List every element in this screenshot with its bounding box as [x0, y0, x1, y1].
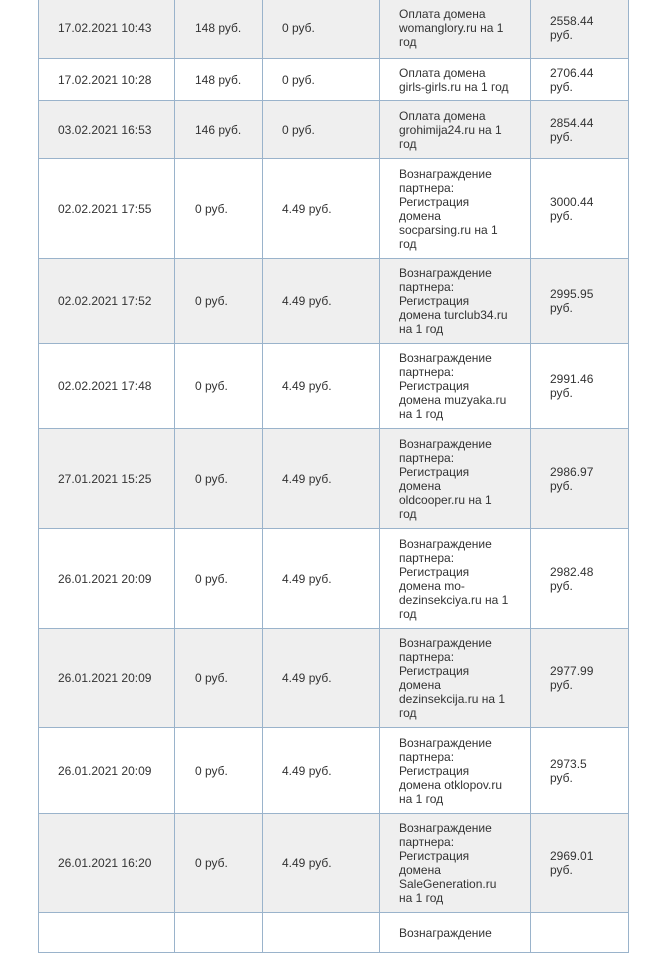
- description-line: Вознаграждение: [399, 436, 492, 451]
- balance-line: руб.: [550, 79, 573, 94]
- description-line: год: [399, 236, 417, 251]
- transaction-credit: 4.49 руб.: [263, 728, 380, 814]
- balance-line: 2969.01: [550, 849, 594, 863]
- table-row: [39, 814, 629, 913]
- description-line: год: [399, 34, 417, 49]
- balance-line: 2706.44: [550, 65, 594, 80]
- description-line: Вознаграждение: [399, 266, 492, 280]
- description-line: на 1 год: [399, 407, 444, 421]
- description-line: Регистрация: [399, 849, 470, 863]
- description-line: Регистрация: [399, 194, 470, 209]
- transaction-balance: [531, 344, 629, 429]
- description-line: oldcooper.ru на 1: [399, 492, 492, 507]
- transaction-description: [380, 344, 531, 429]
- description-line: Вознаграждение: [399, 351, 492, 365]
- description-line: партнера:: [399, 450, 455, 465]
- transaction-credit: 0 руб.: [263, 101, 380, 159]
- transaction-debit: 0 руб.: [175, 429, 263, 529]
- transaction-description: [380, 259, 531, 344]
- description-line: Вознаграждение: [399, 925, 492, 940]
- description-line: год: [399, 136, 417, 151]
- description-line: домена: [399, 208, 441, 223]
- transaction-description: [380, 159, 531, 259]
- description-line: год: [399, 506, 417, 521]
- description-line: партнера:: [399, 650, 455, 664]
- transaction-description: [380, 0, 531, 59]
- description-line: Оплата домена: [399, 108, 486, 123]
- description-line: Оплата домена: [399, 6, 486, 21]
- description-line: dezinsekcija.ru на 1: [399, 692, 506, 706]
- table-row: [39, 629, 629, 728]
- transaction-description: [380, 59, 531, 101]
- table-row: [39, 344, 629, 429]
- description-line: партнера:: [399, 280, 455, 294]
- transaction-date: 17.02.2021 10:28: [39, 59, 175, 101]
- description-line: на 1 год: [399, 322, 444, 336]
- description-line: girls-girls.ru на 1 год: [399, 79, 509, 94]
- description-line: Регистрация: [399, 664, 470, 678]
- transaction-description: [380, 913, 531, 953]
- balance-line: руб.: [550, 27, 573, 42]
- description-line: womanglory.ru на 1: [399, 20, 504, 35]
- transaction-date: [39, 913, 175, 953]
- transaction-credit: 4.49 руб.: [263, 429, 380, 529]
- description-line: домена mo-: [399, 578, 465, 593]
- description-line: Регистрация: [399, 464, 470, 479]
- description-line: Оплата домена: [399, 65, 486, 80]
- transaction-date: 02.02.2021 17:48: [39, 344, 175, 429]
- table-row: [39, 913, 629, 953]
- transaction-debit: 0 руб.: [175, 259, 263, 344]
- transaction-description: [380, 814, 531, 913]
- transaction-balance: [531, 814, 629, 913]
- transaction-balance: [531, 629, 629, 728]
- balance-line: 2854.44: [550, 115, 594, 130]
- transaction-credit: 4.49 руб.: [263, 814, 380, 913]
- description-line: SaleGeneration.ru: [399, 877, 497, 891]
- transaction-balance: [531, 913, 629, 953]
- description-line: Вознаграждение: [399, 536, 492, 551]
- balance-line: руб.: [550, 386, 573, 400]
- balance-line: руб.: [550, 678, 573, 692]
- transaction-debit: 0 руб.: [175, 159, 263, 259]
- table-row: [39, 728, 629, 814]
- transaction-date: 03.02.2021 16:53: [39, 101, 175, 159]
- transaction-balance: [531, 0, 629, 59]
- description-line: dezinsekciya.ru на 1: [399, 592, 509, 607]
- transaction-balance: [531, 59, 629, 101]
- transaction-debit: [175, 913, 263, 953]
- transactions-table: [38, 0, 629, 953]
- transaction-debit: 0 руб.: [175, 529, 263, 629]
- description-line: Вознаграждение: [399, 821, 492, 835]
- description-line: socparsing.ru на 1: [399, 222, 498, 237]
- balance-line: руб.: [550, 129, 573, 144]
- transaction-date: 17.02.2021 10:43: [39, 0, 175, 59]
- transaction-credit: 0 руб.: [263, 59, 380, 101]
- description-line: Регистрация: [399, 564, 470, 579]
- balance-line: руб.: [550, 578, 573, 593]
- description-line: домена otklopov.ru: [399, 777, 503, 792]
- description-line: домена turclub34.ru: [399, 308, 508, 322]
- transaction-description: [380, 629, 531, 728]
- table-row: [39, 59, 629, 101]
- description-line: домена: [399, 478, 441, 493]
- transaction-date: 26.01.2021 20:09: [39, 529, 175, 629]
- description-line: Вознаграждение: [399, 166, 492, 181]
- transaction-description: [380, 728, 531, 814]
- description-line: grohimija24.ru на 1: [399, 122, 502, 137]
- transaction-balance: [531, 259, 629, 344]
- transaction-debit: 148 руб.: [175, 59, 263, 101]
- description-line: на 1 год: [399, 891, 444, 905]
- description-line: партнера:: [399, 550, 455, 565]
- description-line: партнера:: [399, 180, 455, 195]
- description-line: Вознаграждение: [399, 636, 492, 650]
- transaction-balance: [531, 159, 629, 259]
- transaction-credit: 4.49 руб.: [263, 159, 380, 259]
- balance-line: руб.: [550, 863, 573, 877]
- transaction-debit: 146 руб.: [175, 101, 263, 159]
- description-line: год: [399, 706, 417, 720]
- description-line: на 1 год: [399, 791, 444, 806]
- balance-line: 2973.5: [550, 756, 587, 771]
- transaction-balance: [531, 529, 629, 629]
- transaction-credit: 4.49 руб.: [263, 259, 380, 344]
- description-line: Регистрация: [399, 379, 470, 393]
- description-line: год: [399, 606, 417, 621]
- transaction-credit: 4.49 руб.: [263, 629, 380, 728]
- balance-line: руб.: [550, 478, 573, 493]
- description-line: домена: [399, 678, 441, 692]
- transaction-credit: [263, 913, 380, 953]
- description-line: Вознаграждение: [399, 735, 492, 750]
- balance-line: руб.: [550, 301, 573, 315]
- balance-line: руб.: [550, 770, 573, 785]
- transaction-balance: [531, 429, 629, 529]
- transaction-date: 02.02.2021 17:52: [39, 259, 175, 344]
- balance-line: 2991.46: [550, 372, 594, 386]
- transaction-balance: [531, 101, 629, 159]
- transaction-balance: [531, 728, 629, 814]
- transaction-credit: 4.49 руб.: [263, 344, 380, 429]
- table-row: [39, 101, 629, 159]
- description-line: домена muzyaka.ru: [399, 393, 507, 407]
- transaction-credit: 0 руб.: [263, 0, 380, 59]
- table-row: [39, 159, 629, 259]
- description-line: домена: [399, 863, 441, 877]
- table-row: [39, 529, 629, 629]
- transaction-debit: 0 руб.: [175, 728, 263, 814]
- balance-line: 2558.44: [550, 13, 594, 28]
- transaction-description: [380, 529, 531, 629]
- transaction-description: [380, 429, 531, 529]
- balance-line: 2977.99: [550, 664, 594, 678]
- transaction-credit: 4.49 руб.: [263, 529, 380, 629]
- table-row: [39, 0, 629, 59]
- transaction-debit: 0 руб.: [175, 344, 263, 429]
- balance-line: 2986.97: [550, 464, 594, 479]
- balance-line: 3000.44: [550, 194, 594, 209]
- transaction-date: 26.01.2021 16:20: [39, 814, 175, 913]
- description-line: партнера:: [399, 365, 455, 379]
- transaction-debit: 148 руб.: [175, 0, 263, 59]
- transaction-debit: 0 руб.: [175, 629, 263, 728]
- description-line: партнера:: [399, 749, 455, 764]
- transaction-date: 02.02.2021 17:55: [39, 159, 175, 259]
- description-line: Регистрация: [399, 294, 470, 308]
- transaction-date: 27.01.2021 15:25: [39, 429, 175, 529]
- transactions-body: [39, 0, 629, 953]
- transaction-date: 26.01.2021 20:09: [39, 629, 175, 728]
- description-line: партнера:: [399, 835, 455, 849]
- transaction-debit: 0 руб.: [175, 814, 263, 913]
- transaction-description: [380, 101, 531, 159]
- balance-line: 2982.48: [550, 564, 594, 579]
- table-row: [39, 259, 629, 344]
- table-row: [39, 429, 629, 529]
- balance-line: 2995.95: [550, 287, 594, 301]
- transaction-date: 26.01.2021 20:09: [39, 728, 175, 814]
- balance-line: руб.: [550, 208, 573, 223]
- description-line: Регистрация: [399, 763, 470, 778]
